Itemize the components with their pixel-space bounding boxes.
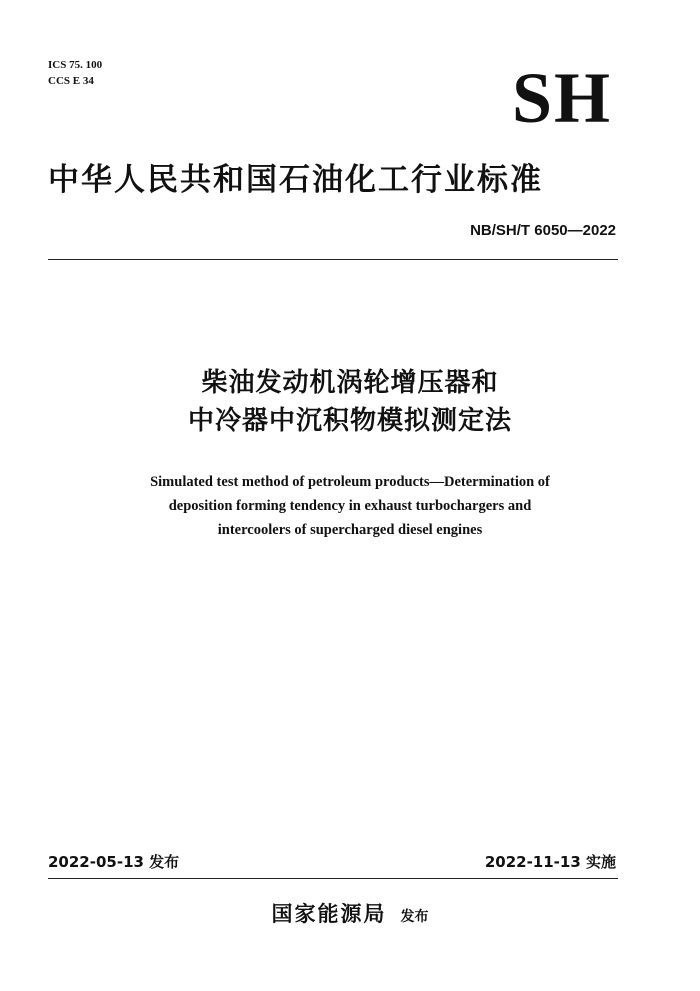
publish-date: 2022-05-13 发布 (48, 853, 180, 871)
english-title-line: deposition forming tendency in exhaust turbochargers and (168, 498, 532, 514)
implement-date: 2022-11-13 实施 (484, 853, 616, 871)
issuer-line (0, 898, 700, 928)
english-title-line: Simulated test method of petroleum products—Determination of (150, 474, 550, 490)
sh-logo: SH (511, 58, 612, 138)
ics-code: ICS 75. 100 (48, 59, 103, 71)
ccs-code: CCS E 34 (48, 75, 94, 87)
english-title-line: intercoolers of supercharged diesel engines (217, 522, 483, 538)
issuer-name: 国家能源局 (271, 902, 387, 926)
english-title (60, 470, 640, 542)
chinese-title (0, 364, 700, 440)
standard-number: NB/SH/T 6050—2022 (470, 222, 616, 239)
footer-divider (48, 878, 618, 879)
chinese-title-line: 柴油发动机涡轮增压器和 (201, 368, 499, 398)
classification-codes (48, 57, 102, 89)
header-divider (48, 259, 618, 260)
chinese-title-line: 中冷器中沉积物模拟测定法 (187, 406, 512, 436)
standard-category-title: 中华人民共和国石油化工行业标准 (48, 162, 543, 198)
issuer-action: 发布 (400, 909, 429, 925)
